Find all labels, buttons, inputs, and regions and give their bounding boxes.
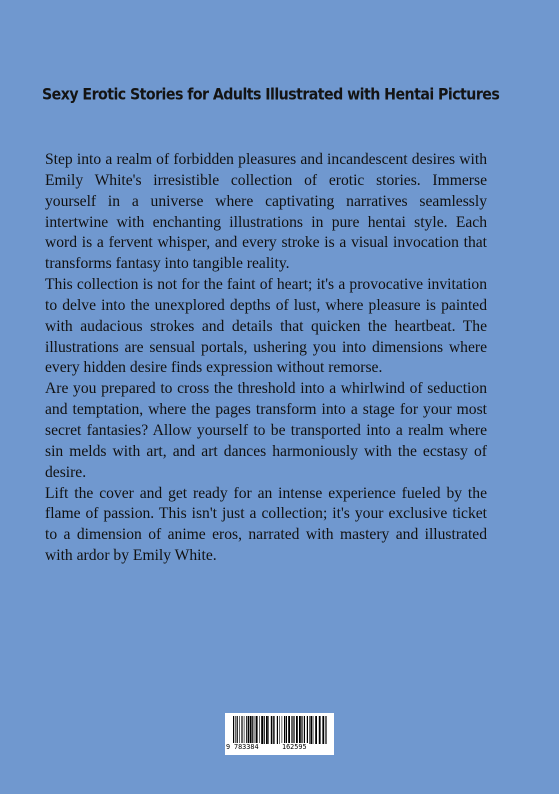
barcode-left-digits: 783384 xyxy=(234,743,259,751)
blurb-paragraph-1: Step into a realm of forbidden pleasures and incandescent desires with Emily White's irresistible collection of erotic stories. Immerse yourself in a universe where captivating narratives seamlessly intertwine with enchanting illustrations in pure hentai style. Each word is a fervent whisper, and every stroke is a visual invocation that transforms fantasy into tangible reality. xyxy=(45,151,487,273)
book-title: Sexy Erotic Stories for Adults Illustrated with Hentai Pictures xyxy=(42,86,500,104)
barcode-right-digits: 162595 xyxy=(282,743,307,751)
blurb-paragraph-4: Lift the cover and get ready for an intense experience fueled by the flame of passion. This isn't just a collection; it's your exclusive ticket to a dimension of anime eros, narrated with mastery and illustrated with ardor by Emily White. xyxy=(45,484,487,565)
barcode-first-digit: 9 xyxy=(226,743,231,751)
isbn-barcode xyxy=(225,713,334,755)
blurb-paragraph-2: This collection is not for the faint of heart; it's a provocative invitation to delve into the unexplored depths of lust, where pleasure is painted with audacious strokes and details that quicken the heartbeat. The illustrations are sensual portals, ushering you into dimensions where every hidden desire finds expression without remorse. xyxy=(45,276,487,377)
blurb-paragraph-3: Are you prepared to cross the threshold into a whirlwind of seduction and temptation, where the pages transform into a stage for your most secret fantasies? Allow yourself to be transported into a realm where sin melds with art, and art dances harmoniously with the ecstasy of desire. xyxy=(45,380,487,481)
book-blurb xyxy=(45,150,487,567)
